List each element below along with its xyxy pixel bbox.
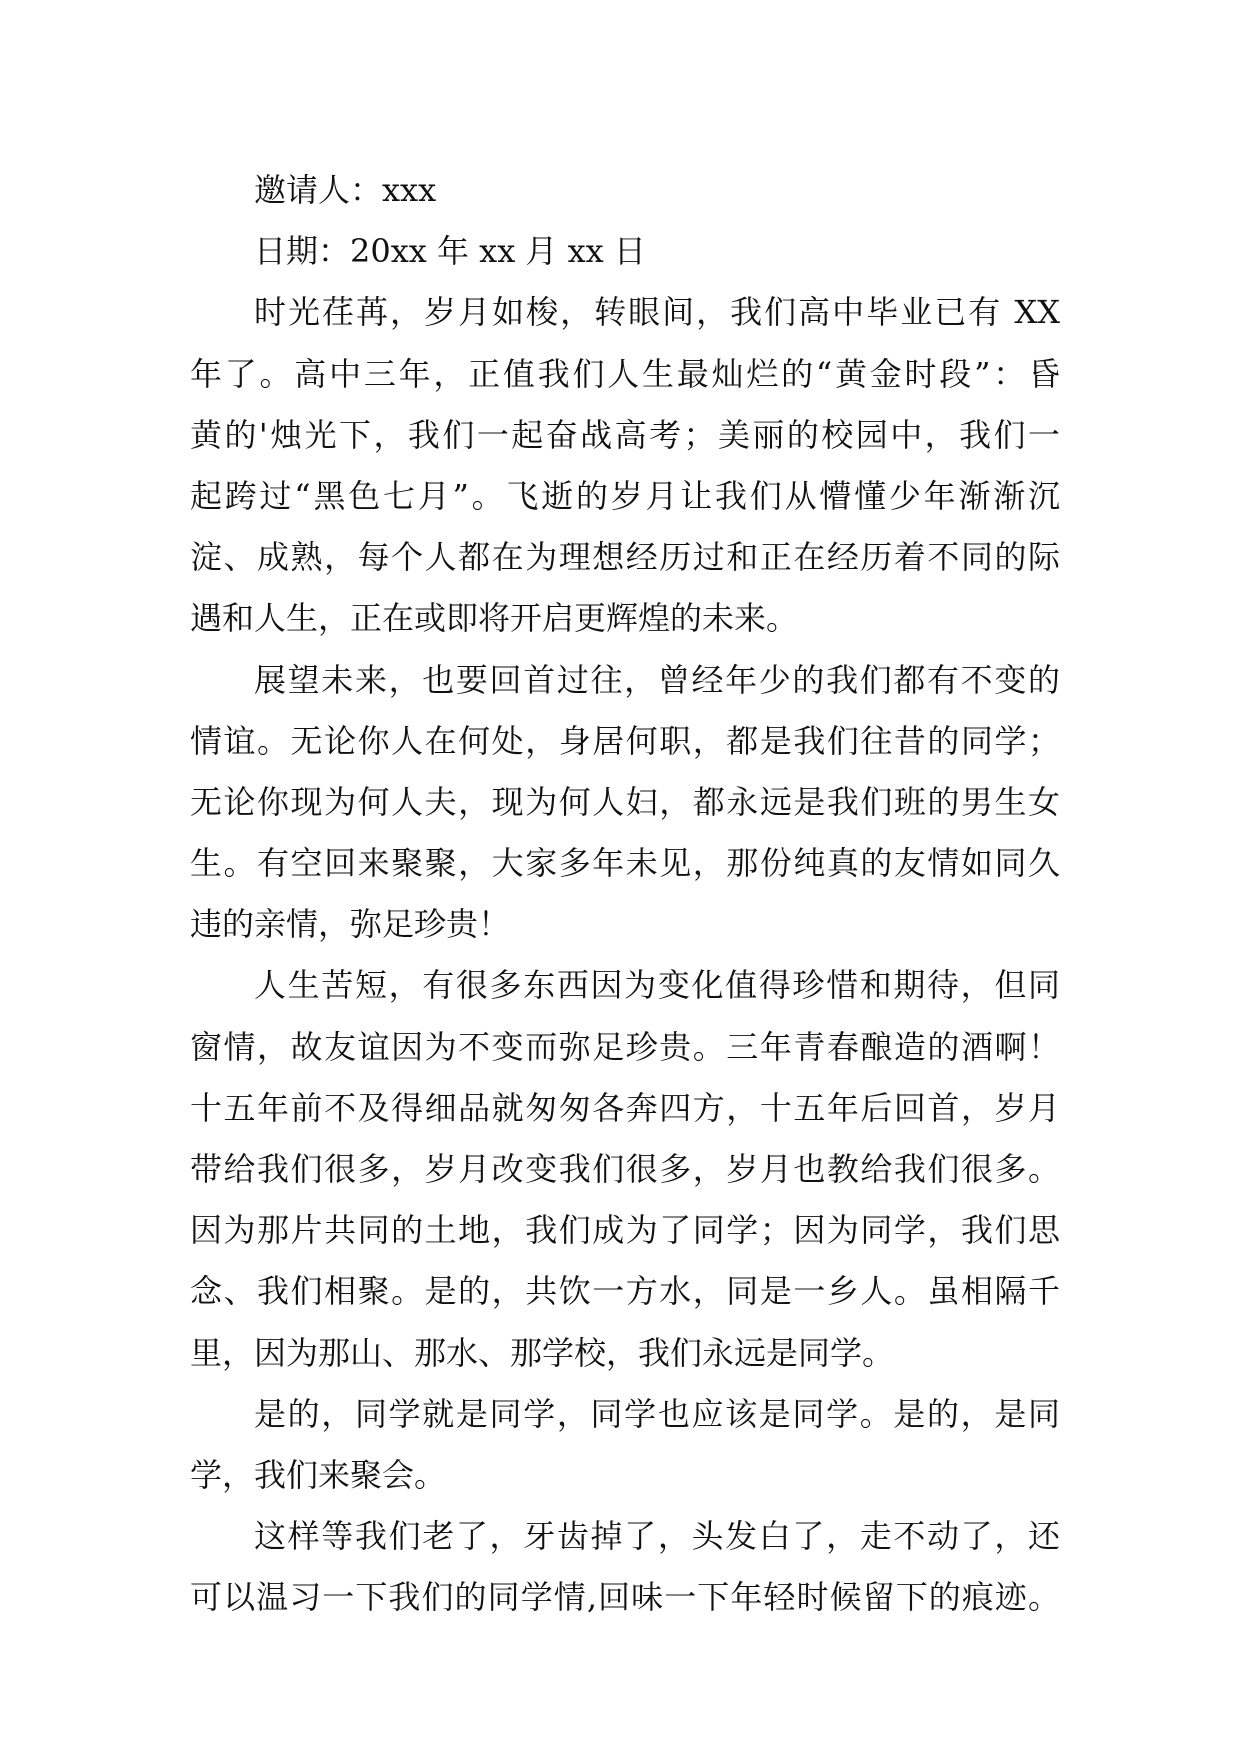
- inviter-line: 邀请人：xxx: [254, 171, 437, 209]
- paragraph-1-line-6: 遇和人生，正在或即将开启更辉煌的未来。: [190, 599, 799, 638]
- paragraph-2-line-1: 展望未来，也要回首过往，曾经年少的我们都有不变的: [254, 660, 1060, 699]
- document-body: [190, 160, 1060, 1629]
- paragraph-3-line-7: 里，因为那山、那水、那学校，我们永远是同学。: [190, 1333, 895, 1372]
- paragraph-3-line-1: 人生苦短，有很多东西因为变化值得珍惜和期待，但同: [254, 966, 1060, 1005]
- paragraph-3-line-2: 窗情，故友谊因为不变而弥足珍贵。三年青春酿造的酒啊！: [190, 1027, 1060, 1066]
- paragraph-1-line-3: 黄的'烛光下，我们一起奋战高考；美丽的校园中，我们一: [190, 415, 1060, 454]
- paragraph-5-line-1: 这样等我们老了，牙齿掉了，头发白了，走不动了，还: [254, 1517, 1060, 1556]
- paragraph-2-line-2: 情谊。无论你人在何处，身居何职，都是我们往昔的同学；: [190, 721, 1060, 760]
- paragraph-5-line-2: 可以温习一下我们的同学情,回味一下年轻时候留下的痕迹。: [190, 1578, 1060, 1617]
- paragraph-3-line-3: 十五年前不及得细品就匆匆各奔四方，十五年后回首，岁月: [190, 1088, 1060, 1127]
- paragraph-4-line-2: 学，我们来聚会。: [190, 1455, 447, 1494]
- paragraph-1-line-4: 起跨过“黑色七月”。飞逝的岁月让我们从懵懂少年渐渐沉: [190, 476, 1060, 515]
- paragraph-1-line-2: 年了。高中三年，正值我们人生最灿烂的“黄金时段”：昏: [190, 354, 1060, 393]
- paragraph-3-line-4: 带给我们很多，岁月改变我们很多，岁月也教给我们很多。: [190, 1150, 1060, 1188]
- paragraph-4-line-1: 是的，同学就是同学，同学也应该是同学。是的，是同: [254, 1394, 1060, 1433]
- paragraph-1-line-5: 淀、成熟，每个人都在为理想经历过和正在经历着不同的际: [190, 538, 1060, 577]
- paragraph-2-line-3: 无论你现为何人夫，现为何人妇，都永远是我们班的男生女: [190, 782, 1060, 821]
- paragraph-1-line-1: 时光荏苒，岁月如梭，转眼间，我们高中毕业已有 XX: [254, 293, 1060, 332]
- paragraph-2-line-5: 违的亲情，弥足珍贵！: [190, 905, 511, 944]
- paragraph-3-line-5: 因为那片共同的土地，我们成为了同学；因为同学，我们思: [190, 1211, 1060, 1250]
- paragraph-2-line-4: 生。有空回来聚聚，大家多年未见，那份纯真的友情如同久: [190, 844, 1060, 883]
- paragraph-3-line-6: 念、我们相聚。是的，共饮一方水，同是一乡人。虽相隔千: [190, 1272, 1060, 1311]
- date-line: 日期：20xx 年 xx 月 xx 日: [254, 232, 646, 271]
